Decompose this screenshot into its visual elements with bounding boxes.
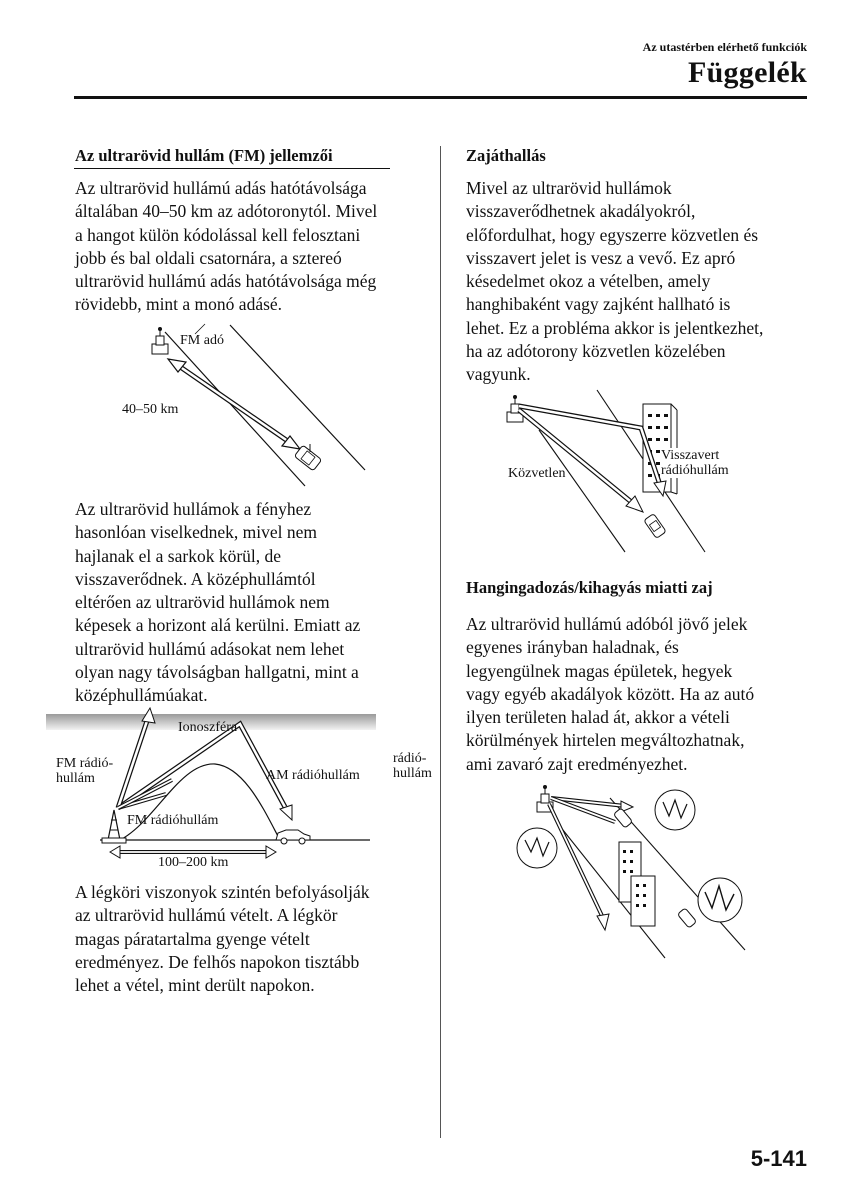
fm-transmitter-label: FM adó: [180, 333, 224, 348]
chapter-title: Függelék: [687, 56, 807, 89]
running-header-section: Az utastérben elérhető funkciók: [642, 40, 807, 54]
header-rule: [74, 96, 807, 99]
am-distance-label: 100–200 km: [158, 855, 229, 870]
fading-noise-heading: Hangingadozás/kihagyás miatti zaj: [466, 578, 713, 597]
interference-paragraph: Mivel az ultrarövid hullámok visszaverődhetnek akadályokról, előfordulhat, hogy egyszerre közvetlen és visszavert jelet is vesz a vevő. Ez apró késedelmet okoz a vételben, amely hanghibaként vagy zajként hallható is lehet. Ez a probléma akkor is jelentkezhet, ha az adótorony közvetlen közelében vagyunk.: [466, 178, 764, 385]
reflected-wave-label: Visszavert rádióhullám: [661, 448, 729, 478]
fm-propagation-paragraph: Az ultrarövid hullámok a fényhez hasonlóan viselkednek, mivel nem hajlanak el a sarkok körül, de visszaverődnek. A középhullámtól eltérően az ultrarövid hullámok nem képesek a horizont alá kerülni. Emiatt az ultrarövid hullámú adásokat nem lehet olyan nagy távolságban hallgatni, mint a középhullámúakat.: [75, 499, 361, 706]
noise-bubble-icon: [655, 790, 695, 830]
page-number: 5-141: [750, 1146, 807, 1171]
fading-noise-paragraph: Az ultrarövid hullámú adóból jövő jelek egyenes irányban haladnak, és legyengülnek magas épületek, hegyek vagy egyéb akadályok között. Ha az autó ilyen területen halad át, akkor a vételi körülmények hirtelen megváltozhatnak, ami zavaró zajt eredményezhet.: [466, 614, 755, 774]
am-wave-cut-label: rádió- hullám: [393, 751, 432, 781]
fm-characteristics-heading: Az ultrarövid hullám (FM) jellemzői: [75, 146, 333, 165]
am-fm-comparison-figure: [40, 712, 440, 877]
atmosphere-paragraph: A légköri viszonyok szintén befolyásolják az ultrarövid hullámú vételt. A légkör magas páratartalma gyenge vételt eredményez. De felhős napokon tisztább lehet a vétel, mint derült napokon.: [75, 882, 370, 996]
radio-tower-icon: [102, 810, 126, 843]
range-distance-label: 40–50 km: [122, 402, 179, 417]
car-icon-upper: [613, 808, 632, 828]
ionosphere-label: Ionoszféra: [178, 720, 238, 735]
heading-underline: [74, 168, 390, 169]
direct-wave-label: Közvetlen: [508, 466, 566, 481]
fm-transmitter-icon: [152, 327, 168, 354]
noise-bubble-icon: [517, 828, 557, 868]
fm-range-paragraph: Az ultrarövid hullámú adás hatótávolsága általában 40–50 km az adótoronytól. Mivel a hangot külön kódolással kell felosztani jobb és bal oldali csatornára, a sztereó ultrarövid hullámú adás hatótávolsága még rövidebb, mint a monó adásé.: [75, 178, 378, 315]
distance-arrow: [168, 359, 300, 449]
car-icon-multipath: [644, 514, 666, 539]
fading-figure: [515, 780, 785, 960]
fading-diagram: [515, 780, 785, 960]
noise-bubble-icon: [698, 878, 742, 922]
buildings-icon: [619, 842, 655, 926]
fm-wave-label: FM rádió- hullám: [56, 756, 114, 786]
car-icon-lower: [677, 908, 696, 928]
am-wave-label: AM rádióhullám: [266, 768, 360, 783]
car-icon-am: [276, 830, 310, 844]
interference-heading: Zajáthallás: [466, 146, 546, 165]
fm-ground-wave-label: FM rádióhullám: [127, 813, 219, 828]
column-divider: [440, 146, 441, 1138]
am-fm-diagram: [40, 712, 440, 877]
